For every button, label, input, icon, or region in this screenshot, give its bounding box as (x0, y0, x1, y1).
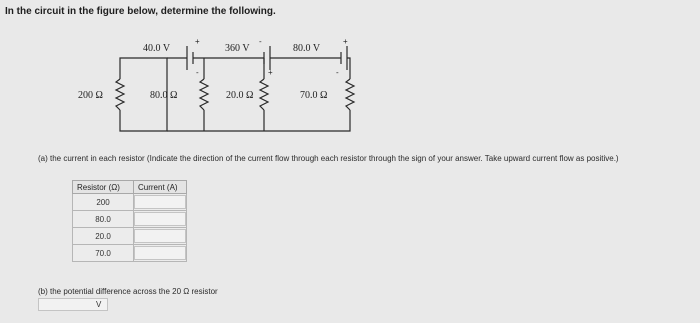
battery-360v-label: 360 V (225, 43, 250, 54)
resistor-80-cell: 80.0 (73, 211, 134, 228)
battery-360v (225, 37, 273, 77)
current-input-70[interactable] (134, 246, 186, 260)
part-b-prompt: (b) the potential difference across the 20 Ω resistor (38, 287, 218, 296)
current-column-header: Current (A) (134, 181, 187, 194)
battery-80v-pos: + (343, 37, 348, 46)
volt-unit-label: V (96, 300, 102, 309)
circuit-diagram (0, 0, 700, 150)
current-answer-table (72, 180, 187, 262)
current-input-20[interactable] (134, 229, 186, 243)
battery-40v (143, 37, 200, 77)
resistor-200-cell: 200 (73, 194, 134, 211)
battery-40v-label: 40.0 V (143, 43, 171, 54)
resistor-20-cell: 20.0 (73, 228, 134, 245)
resistor-80 (150, 79, 208, 110)
current-input-80[interactable] (134, 212, 186, 226)
battery-40v-pos: + (195, 37, 200, 46)
resistor-200 (78, 79, 124, 110)
resistor-70-cell: 70.0 (73, 245, 134, 262)
battery-80v-label: 80.0 V (293, 43, 321, 54)
resistor-70-label: 70.0 Ω (300, 90, 328, 101)
resistor-80-label: 80.0 Ω (150, 90, 178, 101)
battery-360v-neg: - (259, 37, 262, 46)
battery-360v-pos: + (268, 68, 273, 77)
resistor-20-label: 20.0 Ω (226, 90, 254, 101)
current-input-200[interactable] (134, 195, 186, 209)
resistor-70 (300, 79, 354, 110)
resistor-200-label: 200 Ω (78, 90, 103, 101)
resistor-column-header: Resistor (Ω) (73, 181, 134, 194)
question-header: In the circuit in the figure below, determine the following. (5, 6, 276, 17)
part-a-prompt: (a) the current in each resistor (Indicate the direction of the current flow through each resistor through the sign of your answer. Take upward current flow as positive.) (38, 154, 619, 163)
battery-40v-neg: - (196, 68, 199, 77)
battery-80v-neg: - (336, 68, 339, 77)
table-row (73, 194, 187, 211)
resistor-20 (226, 79, 268, 110)
battery-80v (293, 37, 348, 77)
table-row (73, 211, 187, 228)
table-row (73, 245, 187, 262)
table-row (73, 228, 187, 245)
